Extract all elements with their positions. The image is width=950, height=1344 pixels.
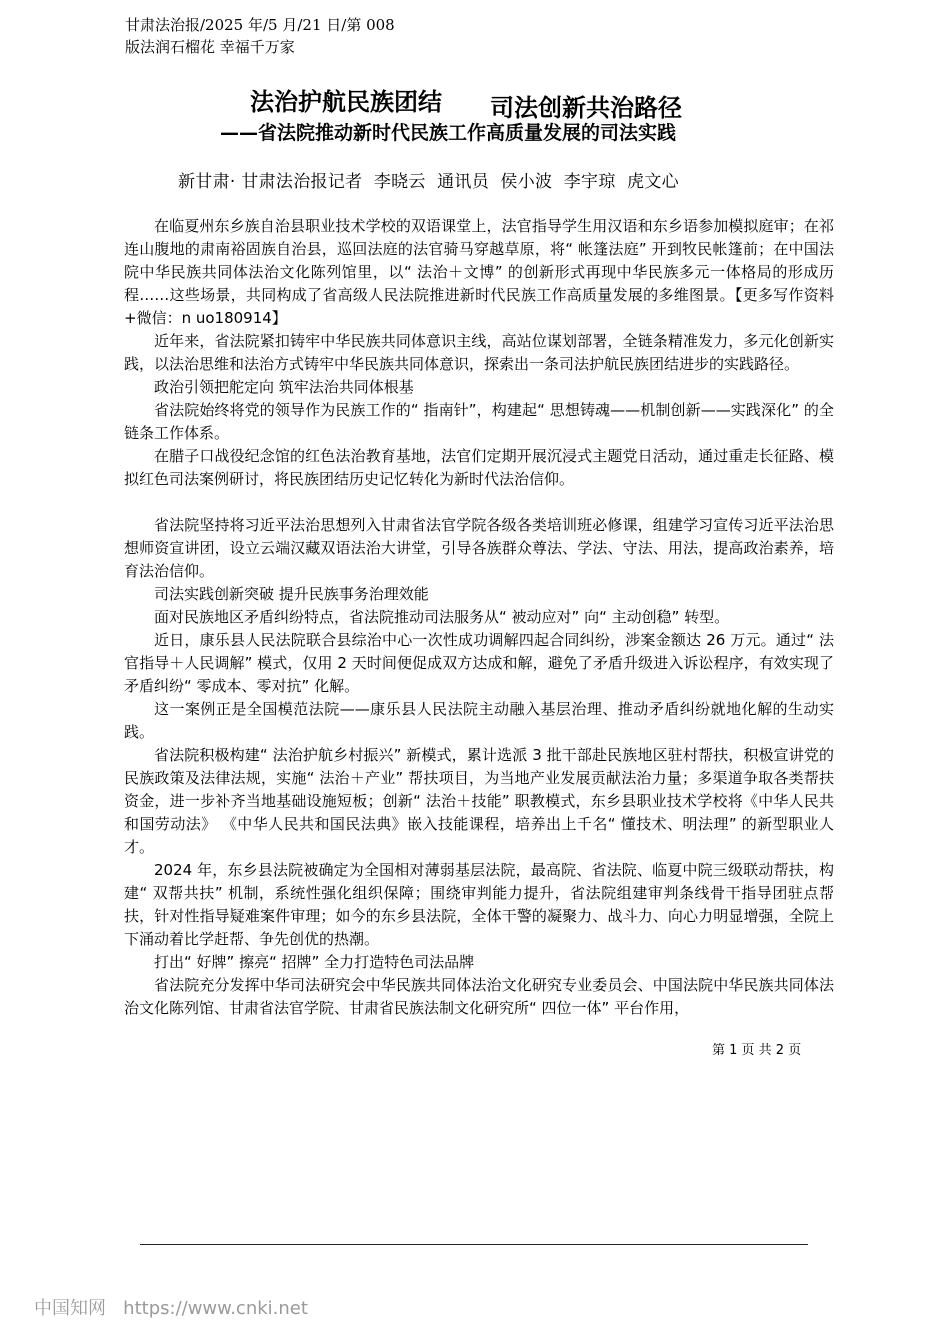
article-title-second: 司法创新共治路径 [490,94,682,122]
section-heading: 司法实践创新突破 提升民族事务治理效能 [154,585,429,603]
paragraph: 省法院积极构建“ 法治护航乡村振兴” 新模式，累计选派 3 批干部赴民族地区驻村帮扶，积极宣讲党的民族政策及法律法规，实施“ 法治＋产业” 帮扶项目，为当地产业发展贡献法治力量；多渠道争取各类帮扶资金，进一步补齐当地基础设施短板；创新“ 法治＋技能” 职教模式，东乡县职业技术学校将《中华人民共和国劳动法》 《中华人民共和国民法典》嵌入技能课程，培养出上千名“ 懂技术、明法理” 的新型职业人才。 [124,746,834,856]
paragraph: 2024 年，东乡县法院被确定为全国相对薄弱基层法院，最高院、省法院、临夏中院三级联动帮扶，构建“ 双帮共扶” 机制，系统性强化组织保障；围绕审判能力提升，省法院组建审判条线骨干指导团驻点帮扶，针对性指导疑难案件审理；如今的东乡县法院，全体干警的凝聚力、战斗力、向心力明显增强，全院上下涌动着比学赶帮、争先创优的热潮。 [124,861,834,948]
footer-watermark [34,1294,308,1320]
cnki-brand: 中国知网 [34,1298,106,1319]
paragraph: 在临夏州东乡族自治县职业技术学校的双语课堂上，法官指导学生用汉语和东乡语参加模拟庭审；在祁连山腹地的肃南裕固族自治县，巡回法庭的法官骑马穿越草原，将“ 帐篷法庭” 开到牧民帐篷前；在中国法院中华民族共同体法治文化陈列馆里，以“ 法治＋文博” 的创新形式再现中华民族多元一体格局的形成历程……这些场景，共同构成了省高级人民法院推进新时代民族工作高质量发展的多维图景。【更多写作资料+微信：n uo180914】 [124,217,834,327]
newspaper-header [125,14,395,58]
paragraph: 近日，康乐县人民法院联合县综治中心一次性成功调解四起合同纠纷，涉案金额达 26 万元。通过“ 法官指导＋人民调解” 模式，仅用 2 天时间便促成双方达成和解，避免了矛盾升级进入诉讼程序，有效实现了矛盾纠纷“ 零成本、零对抗” 化解。 [124,631,834,695]
paragraph: 面对民族地区矛盾纠纷特点，省法院推动司法服务从“ 被动应对” 向“ 主动创稳” 转型。 [154,608,730,626]
section-heading: 打出“ 好牌” 擦亮“ 招牌” 全力打造特色司法品牌 [154,953,475,971]
article-title-main: 法治护航民族团结 [250,88,442,116]
paragraph: 这一案例正是全国模范法院——康乐县人民法院主动融入基层治理、推动矛盾纠纷就地化解的生动实践。 [124,700,834,741]
paragraph: 近年来，省法院紧扣铸牢中华民族共同体意识主线，高站位谋划部署，全链条精准发力，多元化创新实践，以法治思维和法治方式铸牢中华民族共同体意识，探索出一条司法护航民族团结进步的实践路径。 [124,332,834,373]
article-byline: 新甘肃· 甘肃法治报记者 李晓云 通讯员 侯小波 李宇琼 虎文心 [178,172,679,192]
article-body [124,215,834,1020]
source-line: 甘肃法治报/2025 年/5 月/21 日/第 008 [125,16,395,34]
section-heading: 政治引领把舵定向 筑牢法治共同体根基 [154,378,414,396]
footer-divider [140,1244,808,1245]
column-line: 版法润石榴花 幸福千万家 [125,38,295,56]
paragraph: 在腊子口战役纪念馆的红色法治教育基地，法官们定期开展沉浸式主题党日活动，通过重走长征路、模拟红色司法案例研讨，将民族团结历史记忆转化为新时代法治信仰。 [124,447,834,488]
paragraph: 省法院充分发挥中华司法研究会中华民族共同体法治文化研究专业委员会、中国法院中华民族共同体法治文化陈列馆、甘肃省法官学院、甘肃省民族法制文化研究所“ 四位一体” 平台作用， [124,976,834,1017]
paragraph: 省法院坚持将习近平法治思想列入甘肃省法官学院各级各类培训班必修课，组建学习宣传习近平法治思想师资宣讲团，设立云端汉藏双语法治大讲堂，引导各族群众尊法、学法、守法、用法，提高政治素养，培育法治信仰。 [124,516,834,580]
paragraph: 省法院始终将党的领导作为民族工作的“ 指南针”，构建起“ 思想铸魂——机制创新——实践深化” 的全链条工作体系。 [124,401,834,442]
article-subtitle: ——省法院推动新时代民族工作高质量发展的司法实践 [220,122,677,144]
cnki-url[interactable]: https://www.cnki.net [123,1298,308,1319]
page-number: 第 1 页 共 2 页 [712,1043,802,1058]
